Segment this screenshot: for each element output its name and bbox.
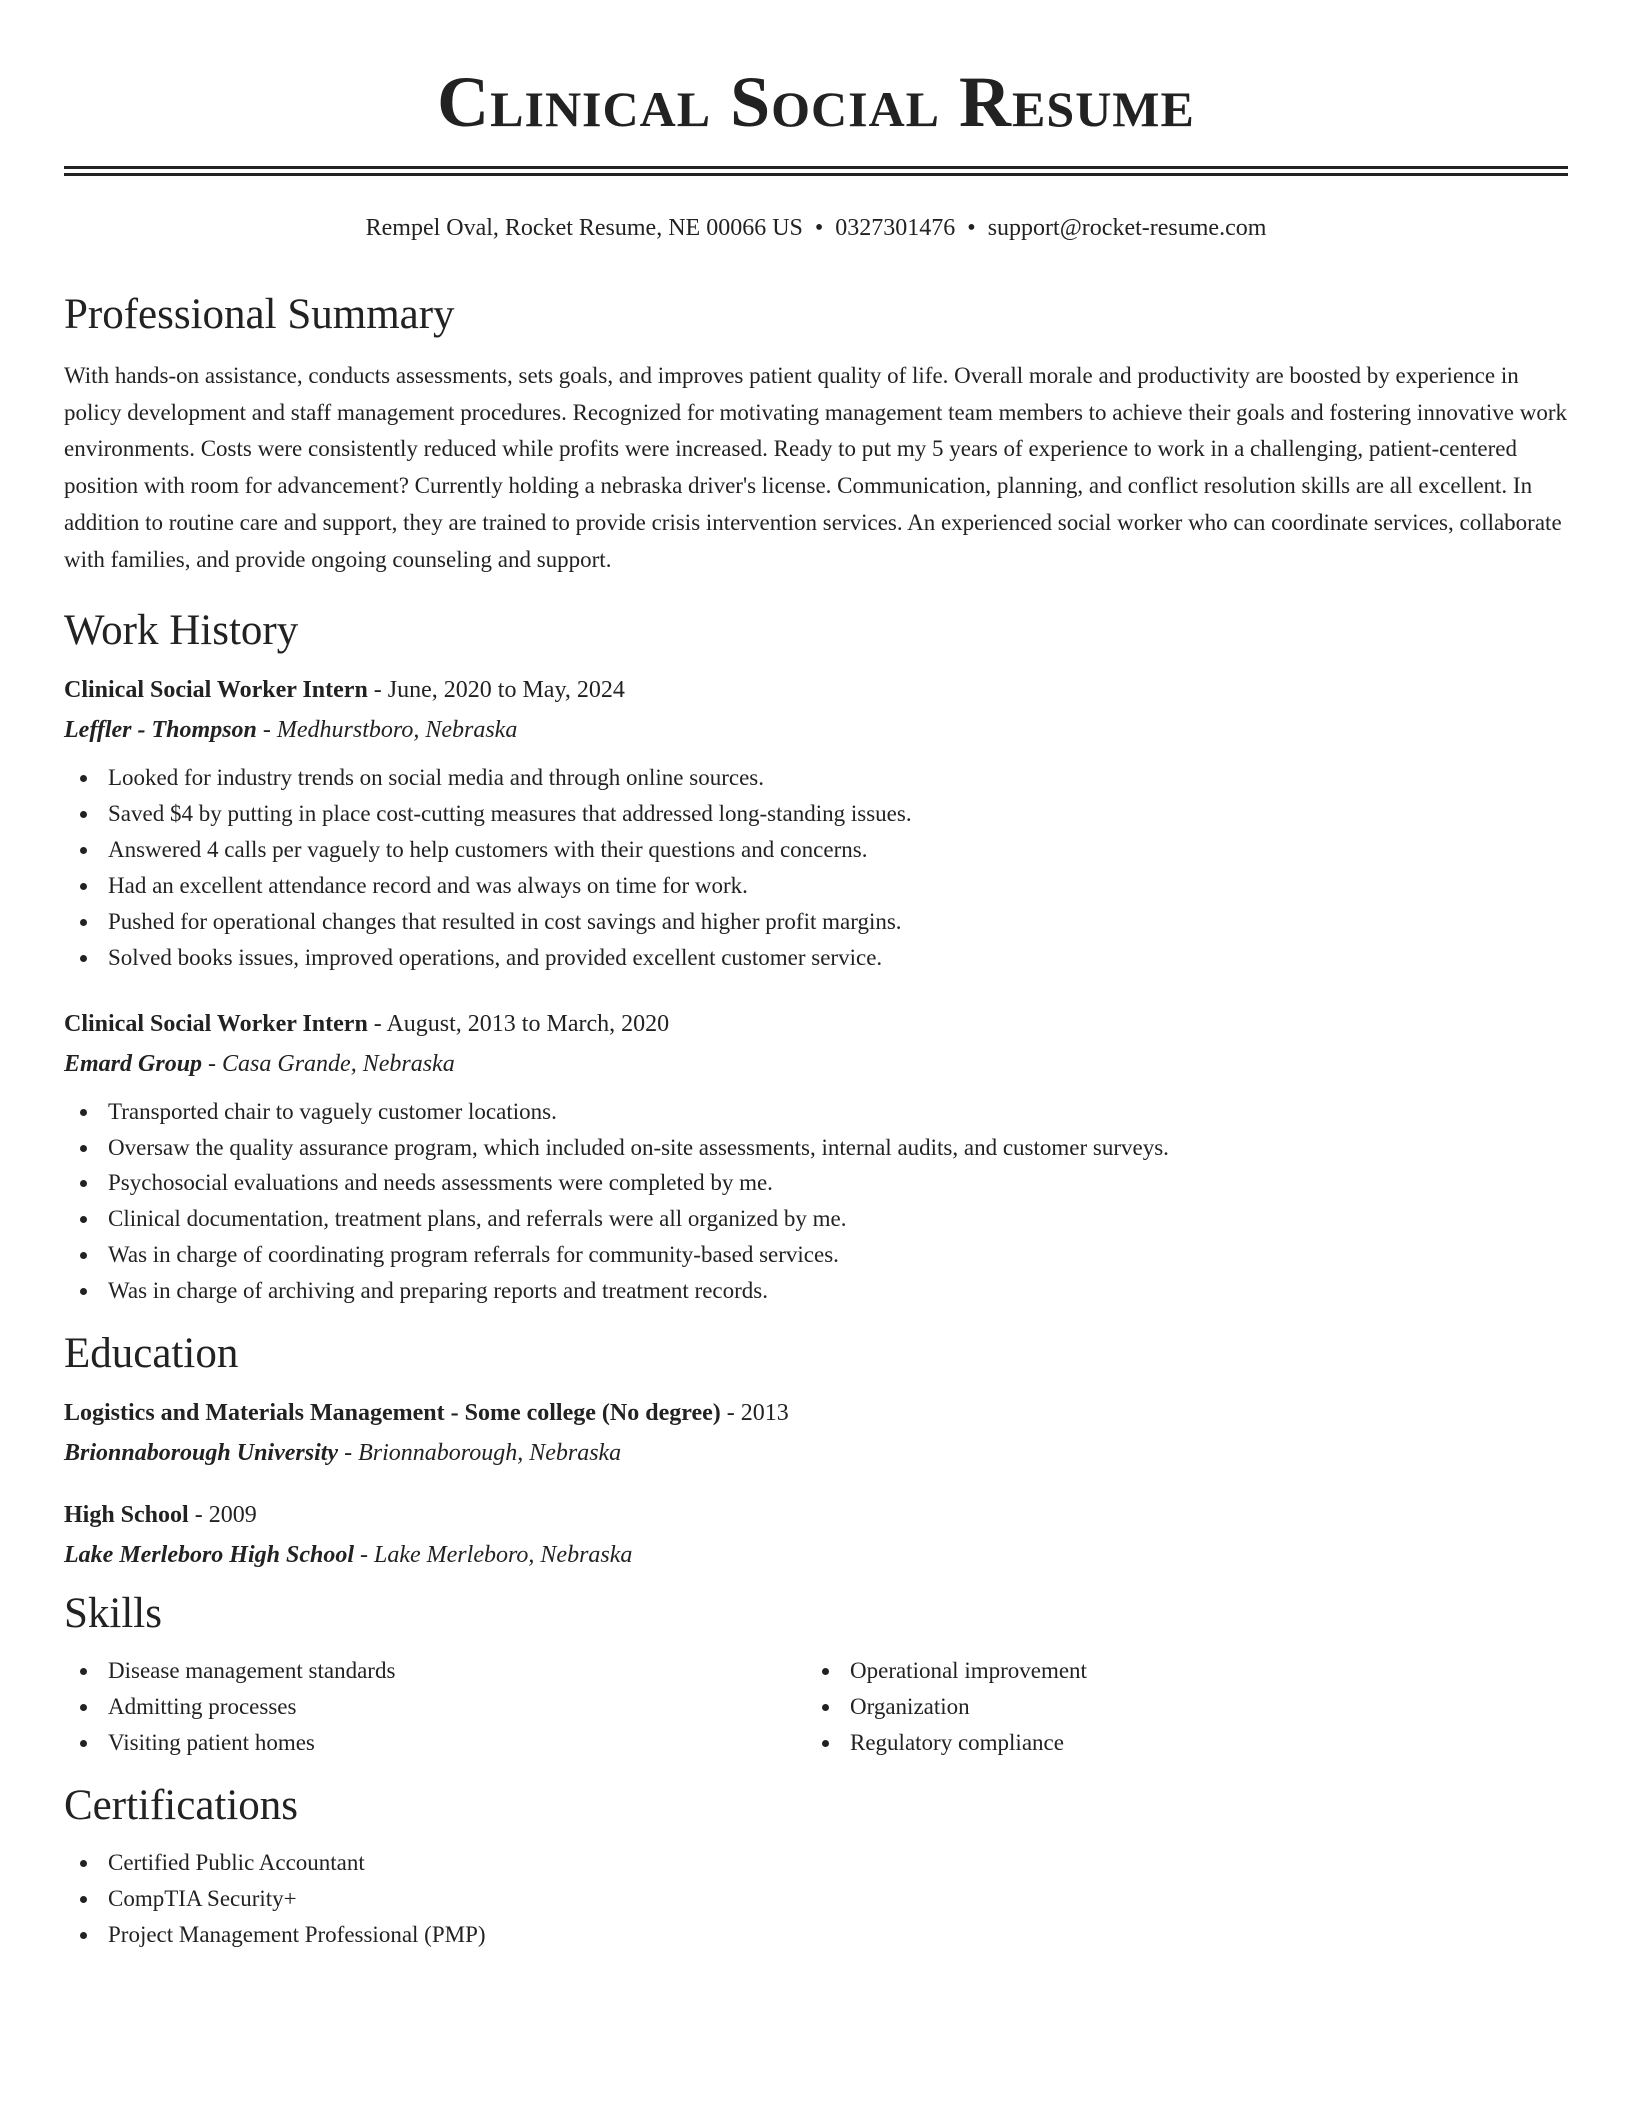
- summary-heading: Professional Summary: [64, 291, 455, 338]
- contact-email: support@rocket-resume.com: [987, 215, 1267, 241]
- job-header: [64, 674, 1568, 706]
- job-entry: [64, 674, 1568, 975]
- job-title: Clinical Social Worker Intern: [64, 1010, 368, 1037]
- certifications-list: [64, 1845, 1568, 1953]
- contact-separator: •: [814, 215, 824, 241]
- summary-text: With hands-on assistance, conducts assessments, sets goals, and improves patient quality of life. Overall morale and productivity are boosted by experience in policy development and staff management procedures. Recognized for motivating management team members to achieve their goals and fostering innovative work environments. Costs were consistently reduced while profits were increased. Ready to put my 5 years of experience to work in a challenging, patient-centered position with room for advancement? Currently holding a nebraska driver's license. Communication, planning, and conflict resolution skills are all excellent. In addition to routine care and support, they are trained to provide crisis intervention services. An experienced social worker who can coordinate services, collaborate with families, and provide ongoing counseling and support.: [64, 363, 1568, 572]
- list-item: Was in charge of archiving and preparing reports and treatment records.: [64, 1273, 1568, 1309]
- job-dates: - August, 2013 to March, 2020: [367, 1010, 670, 1037]
- list-item: Solved books issues, improved operations, and provided excellent customer service.: [64, 940, 1568, 976]
- education-degree: High School: [64, 1502, 189, 1529]
- job-company: Leffler - Thompson: [64, 717, 257, 744]
- skills-column-right: [806, 1653, 1548, 1761]
- job-duties: [64, 1094, 1568, 1309]
- education-entry: [64, 1499, 1568, 1571]
- list-item: Project Management Professional (PMP): [64, 1917, 1568, 1953]
- list-item: Was in charge of coordinating program referrals for community-based services.: [64, 1237, 1568, 1273]
- education-location: - Lake Merleboro, Nebraska: [354, 1542, 633, 1569]
- skills-list: [64, 1653, 1568, 1761]
- job-title: Clinical Social Worker Intern: [64, 677, 368, 704]
- list-item: Saved $4 by putting in place cost-cutting measures that addressed long-standing issues.: [64, 796, 1568, 832]
- skills-column-left: [64, 1653, 806, 1761]
- contact-phone: 0327301476: [835, 215, 956, 241]
- list-item: Certified Public Accountant: [64, 1845, 1568, 1881]
- list-item: Pushed for operational changes that resulted in cost savings and higher profit margins.: [64, 904, 1568, 940]
- list-item: Psychosocial evaluations and needs assessments were completed by me.: [64, 1165, 1568, 1201]
- title-divider: [64, 166, 1568, 176]
- job-dates: - June, 2020 to May, 2024: [367, 677, 625, 704]
- job-employer: [64, 1048, 1568, 1080]
- contact-line: [64, 212, 1568, 244]
- list-item: Clinical documentation, treatment plans, and referrals were all organized by me.: [64, 1201, 1568, 1237]
- education-entry: [64, 1397, 1568, 1469]
- certifications-heading: Certifications: [64, 1781, 299, 1829]
- list-item: Admitting processes: [64, 1689, 806, 1725]
- education-school: Lake Merleboro High School: [64, 1542, 355, 1569]
- list-item: Answered 4 calls per vaguely to help customers with their questions and concerns.: [64, 832, 1568, 868]
- list-item: Organization: [806, 1689, 1548, 1725]
- education-degree: Logistics and Materials Management - Some college (No degree): [64, 1400, 721, 1427]
- education-institution: [64, 1437, 1568, 1469]
- education-year: - 2009: [188, 1502, 257, 1529]
- education-school: Brionnaborough University: [64, 1440, 339, 1467]
- work-history-heading: Work History: [64, 607, 299, 655]
- education-header: [64, 1499, 1568, 1531]
- list-item: Regulatory compliance: [806, 1725, 1548, 1761]
- job-location: - Medhurstboro, Nebraska: [256, 717, 518, 744]
- list-item: Disease management standards: [64, 1653, 806, 1689]
- education-header: [64, 1397, 1568, 1429]
- job-duties: [64, 760, 1568, 975]
- education-year: - 2013: [720, 1400, 789, 1427]
- job-header: [64, 1008, 1568, 1040]
- education-location: - Brionnaborough, Nebraska: [338, 1440, 622, 1467]
- job-entry: [64, 1008, 1568, 1309]
- job-company: Emard Group: [64, 1050, 203, 1077]
- list-item: Looked for industry trends on social media and through online sources.: [64, 760, 1568, 796]
- education-institution: [64, 1539, 1568, 1571]
- list-item: Visiting patient homes: [64, 1725, 806, 1761]
- job-location: - Casa Grande, Nebraska: [202, 1050, 455, 1077]
- contact-separator: •: [967, 215, 976, 241]
- list-item: Operational improvement: [806, 1653, 1548, 1689]
- job-employer: [64, 714, 1568, 746]
- list-item: Had an excellent attendance record and was always on time for work.: [64, 868, 1568, 904]
- list-item: Transported chair to vaguely customer locations.: [64, 1094, 1568, 1130]
- skills-heading: Skills: [64, 1590, 162, 1638]
- resume-page: [64, 0, 1568, 1953]
- list-item: Oversaw the quality assurance program, which included on-site assessments, internal audits, and customer surveys.: [64, 1130, 1568, 1166]
- list-item: CompTIA Security+: [64, 1881, 1568, 1917]
- contact-address: Rempel Oval, Rocket Resume, NE 00066 US: [365, 215, 803, 241]
- resume-title: Clinical Social Resume: [437, 62, 1195, 142]
- education-heading: Education: [64, 1330, 239, 1378]
